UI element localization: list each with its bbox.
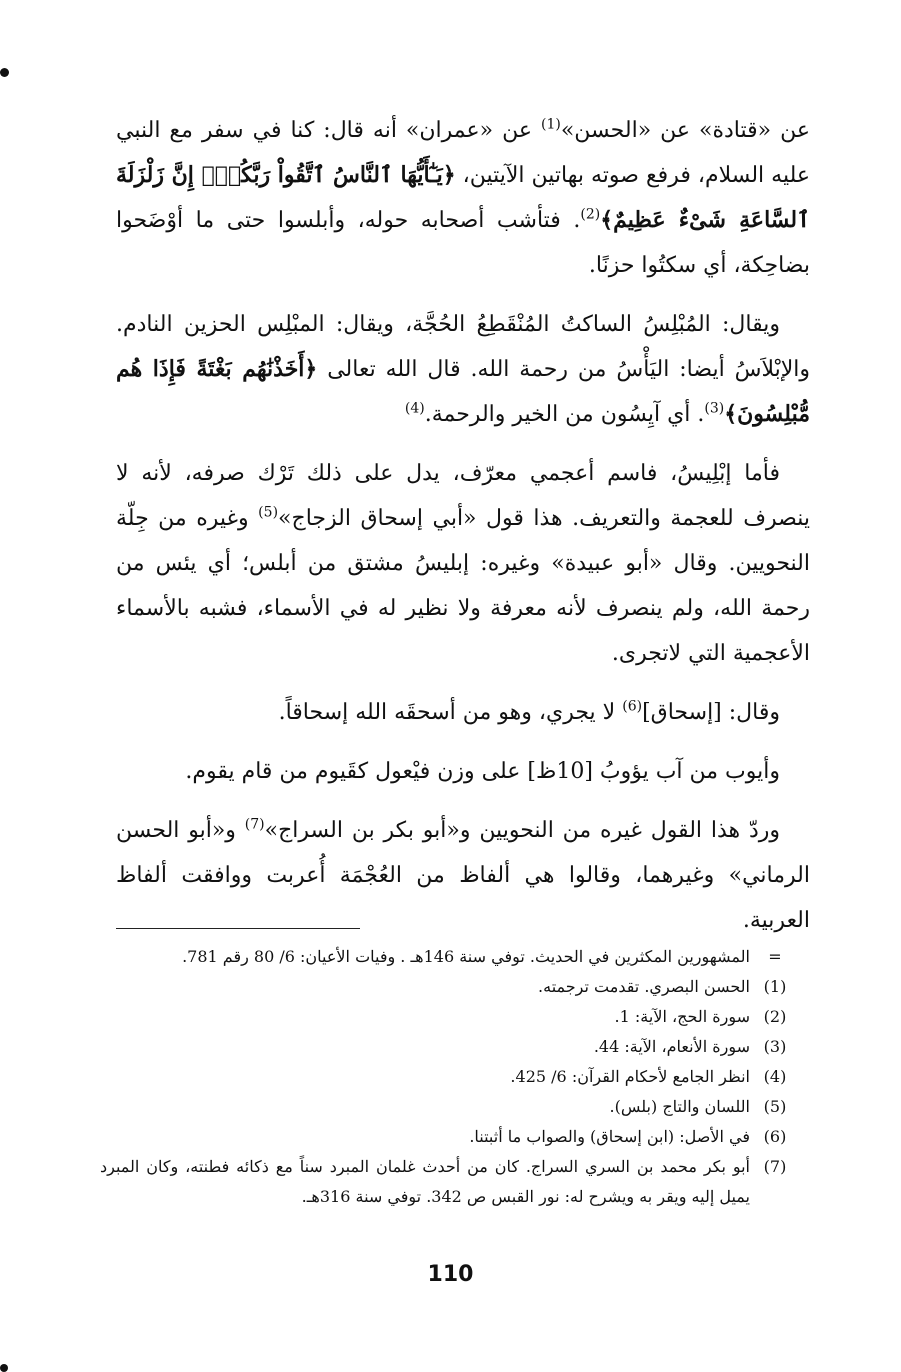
- footnote-separator: [116, 928, 360, 929]
- footnote-text: انظر الجامع لأحكام القرآن: 6/ 425.: [510, 1067, 750, 1086]
- scan-mark: [0, 1364, 8, 1372]
- footnote: [100, 1062, 800, 1092]
- footnote-ref: (3): [704, 400, 725, 417]
- footnote-ref: (4): [404, 400, 425, 417]
- footnote-text: سورة الأنعام، الآية: 44.: [593, 1037, 750, 1056]
- footnote-number: (4): [763, 1067, 787, 1086]
- footnote-text: في الأصل: (ابن إسحاق) والصواب ما أثبتنا.: [469, 1127, 750, 1146]
- footnote-text: المشهورين المكثرين في الحديث. توفي سنة 146هـ . وفيات الأعيان: 6/ 80 رقم 781.: [182, 947, 750, 966]
- quran-verse: ﴿يَـٰٓأَيُّهَا ٱلنَّاسُ ٱتَّقُواْ رَبَّكُمْۚ إِنَّ زَلْزَلَةَ ٱلسَّاعَةِ شَىْءٌ عَظِيمٌ﴾: [116, 162, 810, 233]
- paragraph-3: فأما إبْلِيسُ، فاسم أعجمي معرّف، يدل على ذلك تَرْك صرفه، لأنه لا ينصرف للعجمة والتعريف. هذا قول «أبي إسحاق الزجاج»$^{(5)}$ وغيره من جِلّة النحويين. وقال «أبو عبيدة» وغيره: إبليسُ مشتق من أبلس؛ أي يئس من رحمة الله، ولم ينصرف لأنه معرفة ولا نظير له في الأسماء، فشبه بالأسماء الأعجمية التي لاتجرى.: [116, 461, 810, 666]
- footnote-ref: (2): [580, 206, 601, 223]
- footnote: [100, 1152, 800, 1212]
- paragraph-2: ويقال: المُبْلِسُ الساكتُ المُنْقَطِعُ الحُجَّة، ويقال: المبْلِس الحزين النادم. والإبْلاَسُ أيضا: اليَأْسُ من رحمة الله. قال الله تعالى ﴿أَخَذْنَٰهُم بَغْتَةً فَإِذَا هُم مُّبْلِسُونَ﴾$^{(3)}$. أي آيِسُون من الخير والرحمة.$^{(4)}$: [116, 312, 810, 427]
- footnote-number: (6): [763, 1127, 787, 1146]
- footnote-ref: (5): [258, 504, 279, 521]
- footnote-text: أبو بكر محمد بن السري السراج. كان من أحدث غلمان المبرد سناً مع ذكائه فطنته، وكان المبرد يميل إليه ويقر به ويشرح له: نور القبس ص 342. توفي سنة 316هـ.: [100, 1157, 750, 1206]
- footnote-number: (1): [763, 977, 787, 996]
- footnote-number: (7): [763, 1157, 787, 1176]
- paragraph-5: وأيوب من آب يؤوبُ [10ظ] على وزن فيْعول كقَيوم من قام يقوم.: [185, 759, 780, 784]
- footnote: [100, 972, 800, 1002]
- footnote-text: اللسان والتاج (بلس).: [609, 1097, 750, 1116]
- quran-verse: ﴿أَخَذْنَٰهُم بَغْتَةً فَإِذَا هُم مُّبْلِسُونَ﴾: [116, 356, 810, 427]
- page-number: 110: [427, 1262, 474, 1287]
- footnote-number: (2): [763, 1007, 787, 1026]
- paragraph-4: وقال: [إسحاق]$^{(6)}$ لا يجري، وهو من أسحقَه الله إسحاقاً.: [278, 698, 780, 725]
- scan-mark: [0, 68, 9, 77]
- footnote-ref: (1): [540, 116, 561, 133]
- footnote-text: سورة الحج، الآية: 1.: [614, 1007, 750, 1026]
- footnote: [100, 1122, 800, 1152]
- footnote-number: =: [768, 947, 782, 966]
- footnote: [100, 1002, 800, 1032]
- footnote-number: (3): [763, 1037, 787, 1056]
- footnote: [100, 942, 800, 972]
- paragraph-1: عن «قتادة» عن «الحسن»$^{(1)}$ عن «عمران» أنه قال: كنا في سفر مع النبي عليه السلام، فرفع صوته بهاتين الآيتين، ﴿يَـٰٓأَيُّهَا ٱلنَّاسُ ٱتَّقُواْ رَبَّكُمْۚ إِنَّ زَلْزَلَةَ ٱلسَّاعَةِ شَىْءٌ عَظِيمٌ﴾$^{(2)}$. فتأشب أصحابه حوله، وأبلسوا حتى ما أوْضَحوا بضاحِكة، أي سكتُوا حزنًا.: [116, 116, 810, 278]
- footnote: [100, 1032, 800, 1062]
- footnote-number: (5): [763, 1097, 787, 1116]
- footnote-ref: (7): [244, 816, 265, 833]
- footnote: [100, 1092, 800, 1122]
- footnotes: [100, 942, 800, 1212]
- footnote-ref: (6): [622, 698, 643, 715]
- paragraph-6: وردّ هذا القول غيره من النحويين و«أبو بكر بن السراج»$^{(7)}$ و«أبو الحسن الرماني» وغيرهما، وقالوا هي ألفاظ من العُجْمَة أُعربت ووافقت ألفاظ العربية.: [116, 816, 810, 933]
- footnote-text: الحسن البصري. تقدمت ترجمته.: [538, 977, 750, 996]
